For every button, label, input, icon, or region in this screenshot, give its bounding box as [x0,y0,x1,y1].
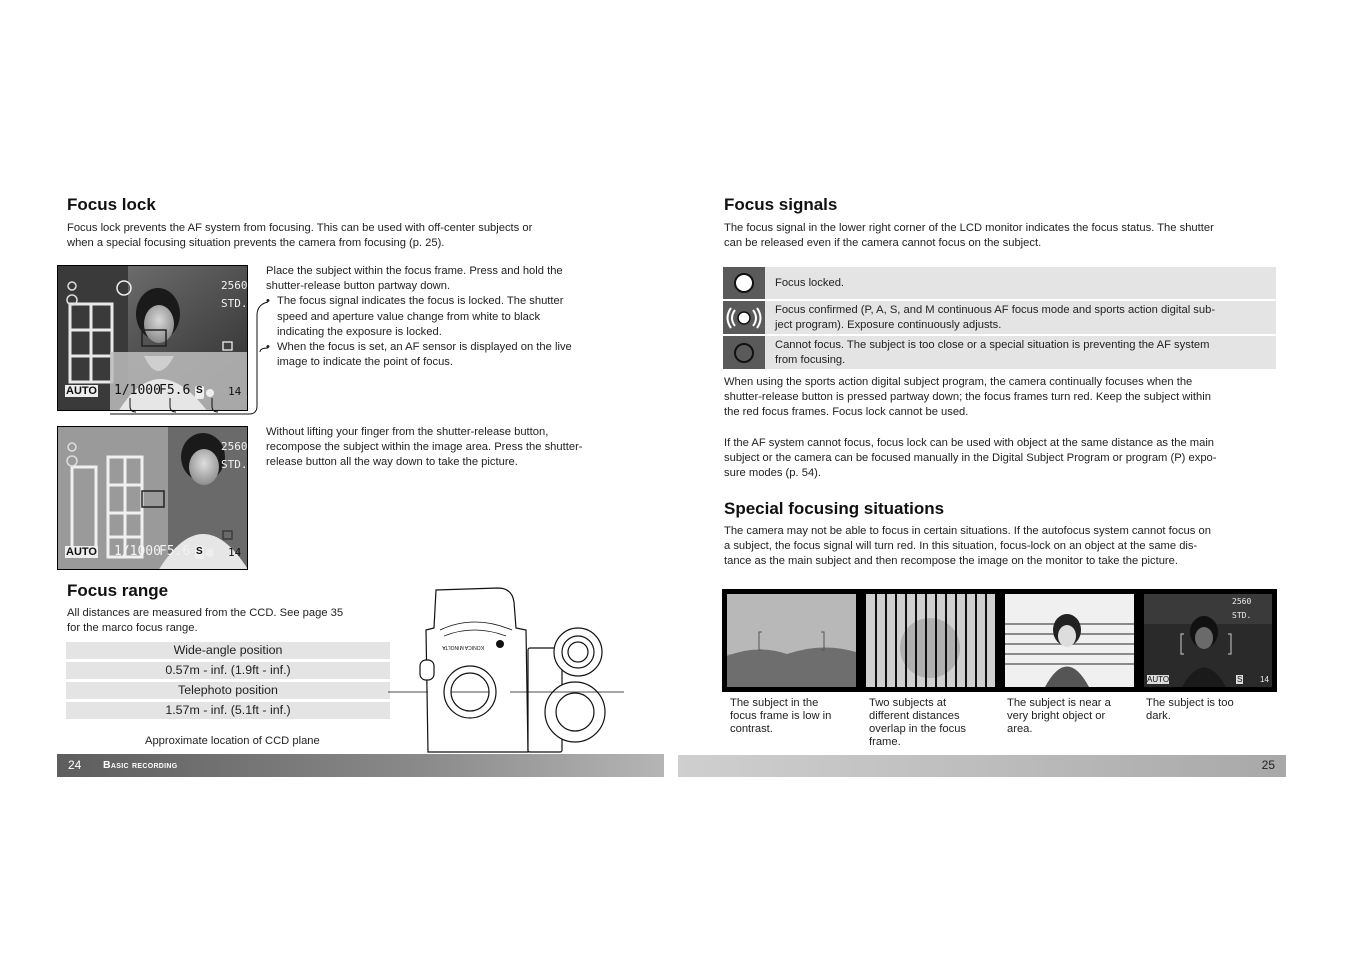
caption-bright-area: The subject is near a very bright object or area. [1007,697,1111,735]
special-situations-strip [722,589,1277,692]
situation-lcd-mode: AUTO [1147,675,1170,684]
step1-text: Place the subject within the focus frame. Press and hold the shutter-release button partway down. • The focus signal indicates the focus is locked. The shutter speed and aperture value change from white to black indicating the exposure is locked. • When the focus is set, an AF sensor is displayed on the live image to indicate the point of focus. [266,264,626,370]
af-cannot-focus-paragraph: If the AF system cannot focus, focus lock can be used with object at the same distance as the main subject or the camera can be focused manually in the Digital Subject Program or program (P) expo- sure modes (p. 54). [724,437,1217,480]
lcd-recomposed-image [57,426,248,570]
focus-range-intro: All distances are measured from the CCD. See page 35 for the marco focus range. [67,607,344,635]
bullet-af-sensor: • When the focus is set, an AF sensor is displayed on the live image to indicate the point of focus. [266,341,572,369]
situation-lcd-resolution: 2560 [1232,597,1252,606]
left-page-number: 24 [68,758,82,772]
camera-brand-label: KONICA MINOLTA [442,644,484,650]
lcd-aperture: F5.6 [159,544,191,559]
situation-overlap-image [866,594,995,687]
situation-lcd-quality: STD. [1232,611,1252,620]
lcd-quality: STD. [221,297,248,310]
range-row-tele-label: Telephoto position [66,682,390,699]
range-row-wide-label: Wide-angle position [66,642,390,659]
range-row-wide-value: 0.57m - inf. (1.9ft - inf.) [66,662,390,679]
range-row-tele-value: 1.57m - inf. (5.1ft - inf.) [66,702,390,719]
open-dot-icon [723,336,765,369]
ccd-plane-caption: Approximate location of CCD plane [145,735,320,747]
focus-signals-intro: The focus signal in the lower right corner of the LCD monitor indicates the focus status. The shutter can be released even if the camera cannot focus on the subject. [724,222,1214,250]
caption-too-dark: The subject is too dark. [1146,697,1234,722]
signal-row-cannot-focus: Cannot focus. The subject is too close or a special situation is preventing the AF system from focusing. [723,336,1276,369]
focus-range-title: Focus range [67,581,169,600]
lcd-aperture: F5.6 [159,383,191,398]
right-page-number: 25 [1261,758,1275,772]
situation-lcd-s: S [1237,675,1243,684]
left-footer-bar [57,754,664,777]
caption-low-contrast: The subject in the focus frame is low in contrast. [730,697,832,735]
situation-too-dark-image [1144,594,1272,687]
bullet-focus-signal: • The focus signal indicates the focus is locked. The shutter speed and aperture value change from white to black indicating the exposure is locked. [266,295,564,338]
filled-dot-icon [723,267,765,299]
situation-bright-area-image [1005,594,1134,687]
special-focusing-intro: The camera may not be able to focus in certain situations. If the autofocus system cannot focus on a subject, the focus signal will turn red. In this situation, focus-lock on an object at the same dis- tance as the main subject and then recompose the image on the monitor to take the picture. [724,525,1211,568]
lcd-quality: STD. [221,458,248,471]
focus-lock-title: Focus lock [67,195,156,214]
lcd-resolution: 2560 [221,440,248,453]
callout-lines [100,296,270,420]
lcd-mode: AUTO [66,546,97,558]
lcd-s-badge: S [196,546,203,557]
lcd-mode: AUTO [66,385,97,397]
lcd-resolution: 2560 [221,279,248,292]
situation-low-contrast-image [727,594,856,687]
special-focusing-title: Special focusing situations [724,499,945,518]
sports-action-paragraph: When using the sports action digital subject program, the camera continually focuses when the shutter-release button is pressed partway down; the focus frames turn red. Keep the subject within the red focus frames. Focus lock cannot be used. [724,376,1211,419]
lcd-frame-count: 14 [228,385,242,398]
lcd-frame-count: 14 [228,546,242,559]
right-footer-bar [678,755,1286,777]
situation-lcd-frames: 14 [1260,675,1269,684]
focus-range-table [66,642,390,719]
focus-lock-intro: Focus lock prevents the AF system from focusing. This can be used with off-center subjects or when a special focusing situation prevents the camera from focusing (p. 25). [67,222,533,250]
lcd-shutter-speed: 1/1000 [114,544,161,559]
signal-row-locked: Focus locked. [723,267,1276,299]
lcd-shutter-speed: 1/1000 [114,383,161,398]
continuous-af-icon [723,301,765,334]
section-name: Basic recording [103,759,178,771]
caption-overlap: Two subjects at different distances overlap in the focus frame. [869,697,967,748]
focus-signals-title: Focus signals [724,195,838,214]
lcd-s-badge: S [196,385,203,396]
step2-text: Without lifting your finger from the shutter-release button, recompose the subject within the image area. Press the shutter- release button all the way down to take the picture. [266,426,583,469]
camera-top-view-drawing [388,584,624,754]
signal-row-continuous: Focus confirmed (P, A, S, and M continuous AF focus mode and sports action digital sub- ject program). Exposure continuously adjusts. [723,301,1276,334]
